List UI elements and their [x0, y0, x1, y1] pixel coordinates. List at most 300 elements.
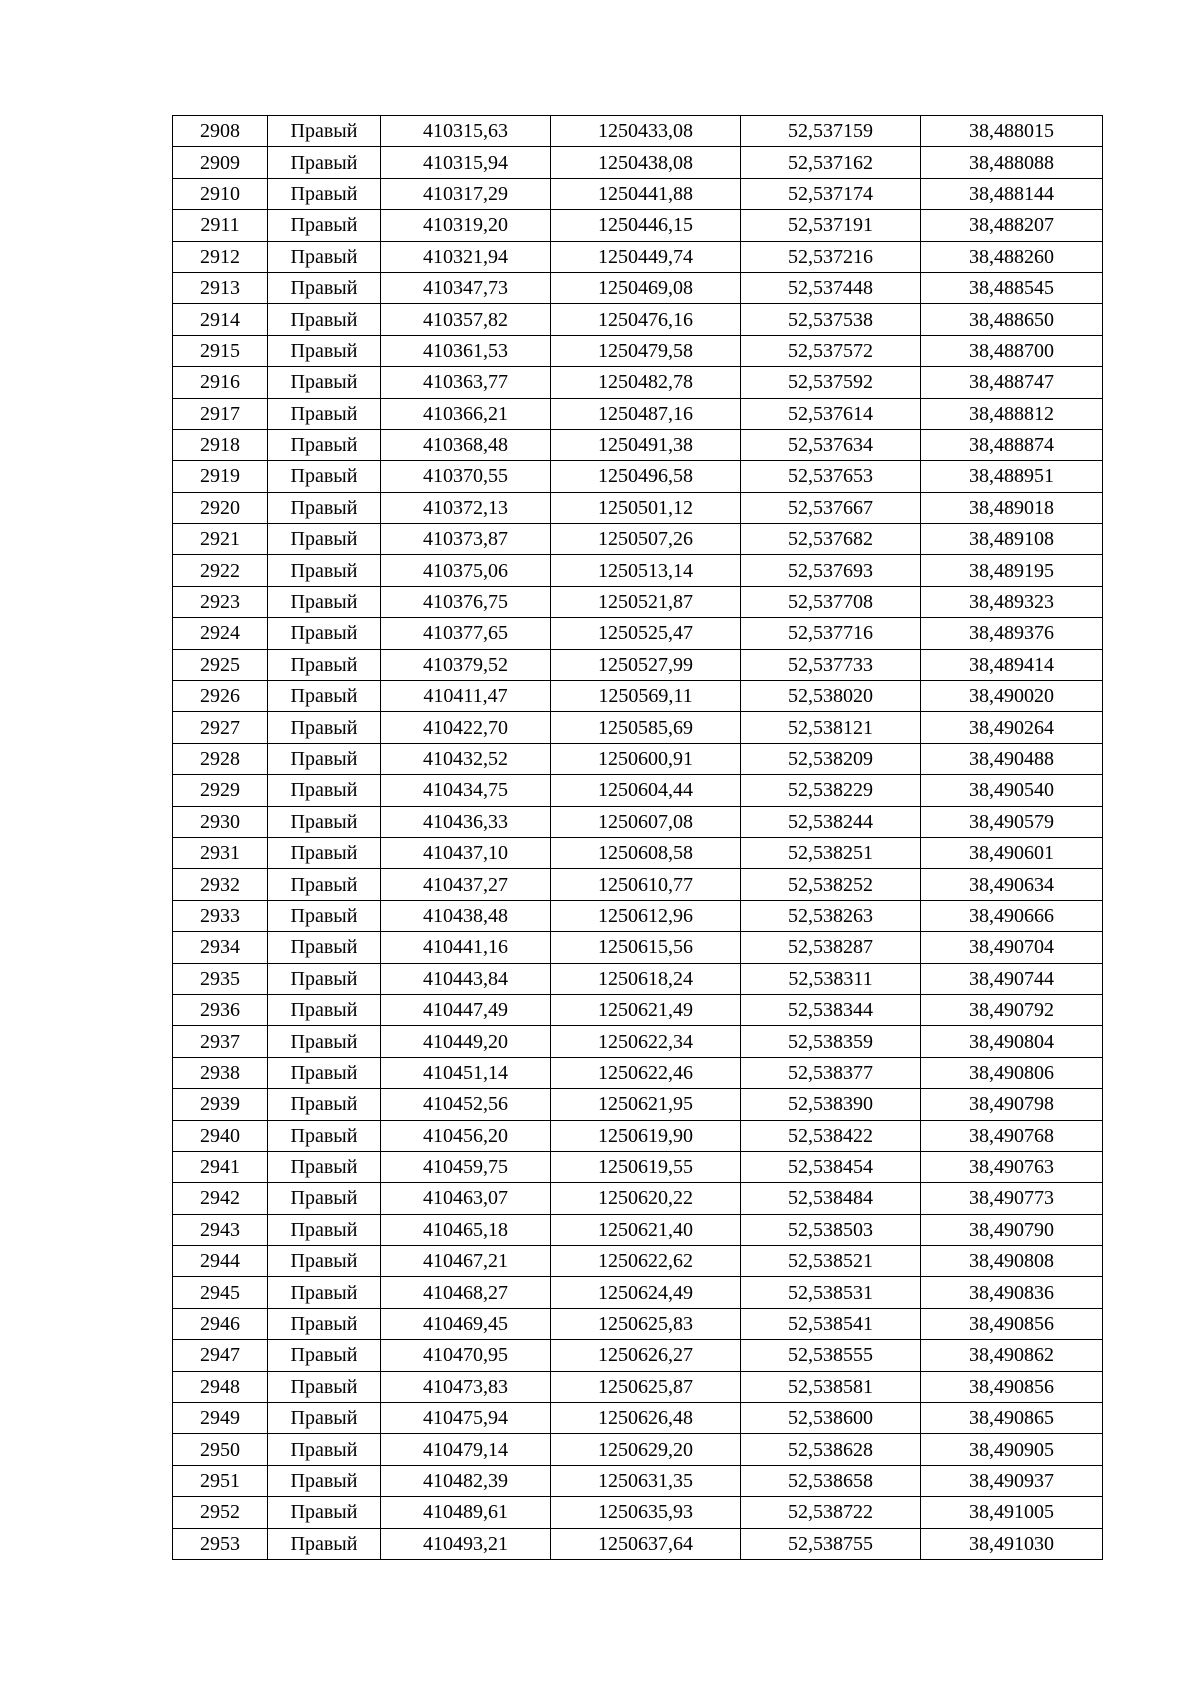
longitude-cell: 38,490744 [921, 963, 1103, 994]
x-coordinate-cell: 410368,48 [381, 429, 551, 460]
longitude-cell: 38,491030 [921, 1528, 1103, 1559]
y-coordinate-cell: 1250438,08 [551, 147, 741, 178]
y-coordinate-cell: 1250469,08 [551, 272, 741, 303]
side-cell: Правый [268, 806, 381, 837]
table-row [173, 524, 1103, 555]
side-cell: Правый [268, 1497, 381, 1528]
point-number-cell: 2933 [173, 900, 268, 931]
table-row [173, 994, 1103, 1025]
y-coordinate-cell: 1250626,27 [551, 1340, 741, 1371]
latitude-cell: 52,538121 [741, 712, 921, 743]
table-row [173, 681, 1103, 712]
y-coordinate-cell: 1250625,87 [551, 1371, 741, 1402]
table-row [173, 586, 1103, 617]
side-cell: Правый [268, 1340, 381, 1371]
y-coordinate-cell: 1250608,58 [551, 837, 741, 868]
table-row [173, 900, 1103, 931]
table-row [173, 1403, 1103, 1434]
side-cell: Правый [268, 461, 381, 492]
longitude-cell: 38,490808 [921, 1246, 1103, 1277]
latitude-cell: 52,537174 [741, 178, 921, 209]
y-coordinate-cell: 1250476,16 [551, 304, 741, 335]
table-row [173, 1246, 1103, 1277]
x-coordinate-cell: 410473,83 [381, 1371, 551, 1402]
latitude-cell: 52,537708 [741, 586, 921, 617]
table-row [173, 1151, 1103, 1182]
longitude-cell: 38,490773 [921, 1183, 1103, 1214]
table-row [173, 241, 1103, 272]
x-coordinate-cell: 410443,84 [381, 963, 551, 994]
point-number-cell: 2911 [173, 210, 268, 241]
point-number-cell: 2908 [173, 116, 268, 147]
y-coordinate-cell: 1250525,47 [551, 618, 741, 649]
point-number-cell: 2912 [173, 241, 268, 272]
side-cell: Правый [268, 1403, 381, 1434]
point-number-cell: 2909 [173, 147, 268, 178]
side-cell: Правый [268, 1183, 381, 1214]
x-coordinate-cell: 410357,82 [381, 304, 551, 335]
table-row [173, 649, 1103, 680]
table-row [173, 1308, 1103, 1339]
x-coordinate-cell: 410469,45 [381, 1308, 551, 1339]
point-number-cell: 2940 [173, 1120, 268, 1151]
y-coordinate-cell: 1250620,22 [551, 1183, 741, 1214]
table-row [173, 492, 1103, 523]
latitude-cell: 52,538600 [741, 1403, 921, 1434]
table-row [173, 429, 1103, 460]
side-cell: Правый [268, 869, 381, 900]
longitude-cell: 38,490790 [921, 1214, 1103, 1245]
side-cell: Правый [268, 712, 381, 743]
table-row [173, 1057, 1103, 1088]
side-cell: Правый [268, 210, 381, 241]
longitude-cell: 38,490763 [921, 1151, 1103, 1182]
side-cell: Правый [268, 555, 381, 586]
longitude-cell: 38,490768 [921, 1120, 1103, 1151]
table-row [173, 272, 1103, 303]
x-coordinate-cell: 410493,21 [381, 1528, 551, 1559]
side-cell: Правый [268, 900, 381, 931]
side-cell: Правый [268, 178, 381, 209]
side-cell: Правый [268, 994, 381, 1025]
latitude-cell: 52,537634 [741, 429, 921, 460]
table-row [173, 304, 1103, 335]
longitude-cell: 38,490798 [921, 1089, 1103, 1120]
side-cell: Правый [268, 1371, 381, 1402]
latitude-cell: 52,538628 [741, 1434, 921, 1465]
x-coordinate-cell: 410321,94 [381, 241, 551, 272]
side-cell: Правый [268, 1465, 381, 1496]
latitude-cell: 52,538581 [741, 1371, 921, 1402]
y-coordinate-cell: 1250610,77 [551, 869, 741, 900]
longitude-cell: 38,489323 [921, 586, 1103, 617]
longitude-cell: 38,490856 [921, 1371, 1103, 1402]
table-row [173, 178, 1103, 209]
latitude-cell: 52,537693 [741, 555, 921, 586]
x-coordinate-cell: 410459,75 [381, 1151, 551, 1182]
x-coordinate-cell: 410347,73 [381, 272, 551, 303]
x-coordinate-cell: 410447,49 [381, 994, 551, 1025]
x-coordinate-cell: 410315,63 [381, 116, 551, 147]
point-number-cell: 2928 [173, 743, 268, 774]
y-coordinate-cell: 1250619,90 [551, 1120, 741, 1151]
point-number-cell: 2917 [173, 398, 268, 429]
y-coordinate-cell: 1250433,08 [551, 116, 741, 147]
side-cell: Правый [268, 743, 381, 774]
latitude-cell: 52,538658 [741, 1465, 921, 1496]
y-coordinate-cell: 1250621,49 [551, 994, 741, 1025]
x-coordinate-cell: 410463,07 [381, 1183, 551, 1214]
point-number-cell: 2953 [173, 1528, 268, 1559]
latitude-cell: 52,538484 [741, 1183, 921, 1214]
table-row [173, 147, 1103, 178]
longitude-cell: 38,489108 [921, 524, 1103, 555]
latitude-cell: 52,537162 [741, 147, 921, 178]
longitude-cell: 38,490488 [921, 743, 1103, 774]
point-number-cell: 2910 [173, 178, 268, 209]
table-row [173, 743, 1103, 774]
side-cell: Правый [268, 1120, 381, 1151]
point-number-cell: 2939 [173, 1089, 268, 1120]
longitude-cell: 38,490666 [921, 900, 1103, 931]
side-cell: Правый [268, 649, 381, 680]
table-row [173, 210, 1103, 241]
side-cell: Правый [268, 116, 381, 147]
longitude-cell: 38,488951 [921, 461, 1103, 492]
latitude-cell: 52,537538 [741, 304, 921, 335]
side-cell: Правый [268, 335, 381, 366]
latitude-cell: 52,538541 [741, 1308, 921, 1339]
x-coordinate-cell: 410372,13 [381, 492, 551, 523]
x-coordinate-cell: 410438,48 [381, 900, 551, 931]
table-row [173, 367, 1103, 398]
x-coordinate-cell: 410489,61 [381, 1497, 551, 1528]
latitude-cell: 52,538229 [741, 775, 921, 806]
latitude-cell: 52,537667 [741, 492, 921, 523]
side-cell: Правый [268, 1151, 381, 1182]
point-number-cell: 2936 [173, 994, 268, 1025]
side-cell: Правый [268, 1089, 381, 1120]
side-cell: Правый [268, 963, 381, 994]
latitude-cell: 52,538722 [741, 1497, 921, 1528]
table-row [173, 1026, 1103, 1057]
table-row [173, 963, 1103, 994]
y-coordinate-cell: 1250619,55 [551, 1151, 741, 1182]
x-coordinate-cell: 410379,52 [381, 649, 551, 680]
longitude-cell: 38,488812 [921, 398, 1103, 429]
latitude-cell: 52,537733 [741, 649, 921, 680]
table-row [173, 1120, 1103, 1151]
point-number-cell: 2951 [173, 1465, 268, 1496]
longitude-cell: 38,490905 [921, 1434, 1103, 1465]
point-number-cell: 2913 [173, 272, 268, 303]
x-coordinate-cell: 410377,65 [381, 618, 551, 649]
longitude-cell: 38,488088 [921, 147, 1103, 178]
side-cell: Правый [268, 1277, 381, 1308]
y-coordinate-cell: 1250618,24 [551, 963, 741, 994]
y-coordinate-cell: 1250521,87 [551, 586, 741, 617]
point-number-cell: 2925 [173, 649, 268, 680]
side-cell: Правый [268, 367, 381, 398]
x-coordinate-cell: 410370,55 [381, 461, 551, 492]
point-number-cell: 2938 [173, 1057, 268, 1088]
side-cell: Правый [268, 1246, 381, 1277]
latitude-cell: 52,537653 [741, 461, 921, 492]
longitude-cell: 38,490601 [921, 837, 1103, 868]
x-coordinate-cell: 410437,10 [381, 837, 551, 868]
y-coordinate-cell: 1250496,58 [551, 461, 741, 492]
table-row [173, 116, 1103, 147]
table-row [173, 869, 1103, 900]
y-coordinate-cell: 1250612,96 [551, 900, 741, 931]
point-number-cell: 2934 [173, 932, 268, 963]
latitude-cell: 52,537572 [741, 335, 921, 366]
point-number-cell: 2947 [173, 1340, 268, 1371]
y-coordinate-cell: 1250449,74 [551, 241, 741, 272]
side-cell: Правый [268, 618, 381, 649]
table-row [173, 1434, 1103, 1465]
point-number-cell: 2932 [173, 869, 268, 900]
longitude-cell: 38,490856 [921, 1308, 1103, 1339]
longitude-cell: 38,490862 [921, 1340, 1103, 1371]
side-cell: Правый [268, 241, 381, 272]
y-coordinate-cell: 1250507,26 [551, 524, 741, 555]
point-number-cell: 2918 [173, 429, 268, 460]
longitude-cell: 38,490865 [921, 1403, 1103, 1434]
point-number-cell: 2946 [173, 1308, 268, 1339]
x-coordinate-cell: 410452,56 [381, 1089, 551, 1120]
table-row [173, 398, 1103, 429]
x-coordinate-cell: 410361,53 [381, 335, 551, 366]
longitude-cell: 38,490540 [921, 775, 1103, 806]
latitude-cell: 52,538555 [741, 1340, 921, 1371]
point-number-cell: 2949 [173, 1403, 268, 1434]
point-number-cell: 2915 [173, 335, 268, 366]
y-coordinate-cell: 1250604,44 [551, 775, 741, 806]
y-coordinate-cell: 1250600,91 [551, 743, 741, 774]
y-coordinate-cell: 1250513,14 [551, 555, 741, 586]
y-coordinate-cell: 1250624,49 [551, 1277, 741, 1308]
point-number-cell: 2943 [173, 1214, 268, 1245]
point-number-cell: 2950 [173, 1434, 268, 1465]
longitude-cell: 38,489018 [921, 492, 1103, 523]
x-coordinate-cell: 410315,94 [381, 147, 551, 178]
y-coordinate-cell: 1250479,58 [551, 335, 741, 366]
x-coordinate-cell: 410436,33 [381, 806, 551, 837]
longitude-cell: 38,490579 [921, 806, 1103, 837]
y-coordinate-cell: 1250625,83 [551, 1308, 741, 1339]
point-number-cell: 2941 [173, 1151, 268, 1182]
y-coordinate-cell: 1250491,38 [551, 429, 741, 460]
x-coordinate-cell: 410319,20 [381, 210, 551, 241]
coordinates-table [172, 115, 1103, 1560]
x-coordinate-cell: 410468,27 [381, 1277, 551, 1308]
point-number-cell: 2914 [173, 304, 268, 335]
latitude-cell: 52,538252 [741, 869, 921, 900]
y-coordinate-cell: 1250482,78 [551, 367, 741, 398]
latitude-cell: 52,538244 [741, 806, 921, 837]
x-coordinate-cell: 410376,75 [381, 586, 551, 617]
point-number-cell: 2944 [173, 1246, 268, 1277]
point-number-cell: 2930 [173, 806, 268, 837]
longitude-cell: 38,490804 [921, 1026, 1103, 1057]
x-coordinate-cell: 410375,06 [381, 555, 551, 586]
longitude-cell: 38,488260 [921, 241, 1103, 272]
point-number-cell: 2942 [173, 1183, 268, 1214]
side-cell: Правый [268, 837, 381, 868]
side-cell: Правый [268, 524, 381, 555]
y-coordinate-cell: 1250441,88 [551, 178, 741, 209]
x-coordinate-cell: 410479,14 [381, 1434, 551, 1465]
x-coordinate-cell: 410432,52 [381, 743, 551, 774]
table-row [173, 1465, 1103, 1496]
side-cell: Правый [268, 147, 381, 178]
latitude-cell: 52,538521 [741, 1246, 921, 1277]
longitude-cell: 38,490704 [921, 932, 1103, 963]
point-number-cell: 2952 [173, 1497, 268, 1528]
side-cell: Правый [268, 1528, 381, 1559]
y-coordinate-cell: 1250569,11 [551, 681, 741, 712]
table-row [173, 1371, 1103, 1402]
side-cell: Правый [268, 586, 381, 617]
longitude-cell: 38,488874 [921, 429, 1103, 460]
table-row [173, 806, 1103, 837]
longitude-cell: 38,488144 [921, 178, 1103, 209]
longitude-cell: 38,488545 [921, 272, 1103, 303]
latitude-cell: 52,538377 [741, 1057, 921, 1088]
latitude-cell: 52,538251 [741, 837, 921, 868]
latitude-cell: 52,538263 [741, 900, 921, 931]
side-cell: Правый [268, 932, 381, 963]
point-number-cell: 2922 [173, 555, 268, 586]
x-coordinate-cell: 410467,21 [381, 1246, 551, 1277]
latitude-cell: 52,537592 [741, 367, 921, 398]
x-coordinate-cell: 410317,29 [381, 178, 551, 209]
x-coordinate-cell: 410366,21 [381, 398, 551, 429]
x-coordinate-cell: 410411,47 [381, 681, 551, 712]
x-coordinate-cell: 410482,39 [381, 1465, 551, 1496]
table-row [173, 618, 1103, 649]
y-coordinate-cell: 1250487,16 [551, 398, 741, 429]
table-row [173, 932, 1103, 963]
latitude-cell: 52,538311 [741, 963, 921, 994]
side-cell: Правый [268, 398, 381, 429]
longitude-cell: 38,489376 [921, 618, 1103, 649]
latitude-cell: 52,538390 [741, 1089, 921, 1120]
table-row [173, 555, 1103, 586]
y-coordinate-cell: 1250626,48 [551, 1403, 741, 1434]
table-row [173, 712, 1103, 743]
table-row [173, 837, 1103, 868]
side-cell: Правый [268, 681, 381, 712]
latitude-cell: 52,537682 [741, 524, 921, 555]
longitude-cell: 38,490264 [921, 712, 1103, 743]
longitude-cell: 38,488650 [921, 304, 1103, 335]
latitude-cell: 52,538209 [741, 743, 921, 774]
point-number-cell: 2945 [173, 1277, 268, 1308]
side-cell: Правый [268, 1214, 381, 1245]
y-coordinate-cell: 1250621,40 [551, 1214, 741, 1245]
longitude-cell: 38,488747 [921, 367, 1103, 398]
y-coordinate-cell: 1250622,46 [551, 1057, 741, 1088]
y-coordinate-cell: 1250629,20 [551, 1434, 741, 1465]
table-row [173, 1089, 1103, 1120]
x-coordinate-cell: 410465,18 [381, 1214, 551, 1245]
side-cell: Правый [268, 1308, 381, 1339]
side-cell: Правый [268, 1026, 381, 1057]
latitude-cell: 52,538020 [741, 681, 921, 712]
latitude-cell: 52,538531 [741, 1277, 921, 1308]
point-number-cell: 2923 [173, 586, 268, 617]
longitude-cell: 38,490792 [921, 994, 1103, 1025]
y-coordinate-cell: 1250585,69 [551, 712, 741, 743]
y-coordinate-cell: 1250631,35 [551, 1465, 741, 1496]
x-coordinate-cell: 410451,14 [381, 1057, 551, 1088]
y-coordinate-cell: 1250635,93 [551, 1497, 741, 1528]
latitude-cell: 52,537216 [741, 241, 921, 272]
x-coordinate-cell: 410456,20 [381, 1120, 551, 1151]
longitude-cell: 38,490836 [921, 1277, 1103, 1308]
point-number-cell: 2931 [173, 837, 268, 868]
side-cell: Правый [268, 492, 381, 523]
latitude-cell: 52,538503 [741, 1214, 921, 1245]
longitude-cell: 38,491005 [921, 1497, 1103, 1528]
table-row [173, 1497, 1103, 1528]
point-number-cell: 2926 [173, 681, 268, 712]
x-coordinate-cell: 410470,95 [381, 1340, 551, 1371]
side-cell: Правый [268, 1434, 381, 1465]
latitude-cell: 52,537191 [741, 210, 921, 241]
longitude-cell: 38,488700 [921, 335, 1103, 366]
x-coordinate-cell: 410441,16 [381, 932, 551, 963]
x-coordinate-cell: 410373,87 [381, 524, 551, 555]
table-row [173, 1214, 1103, 1245]
point-number-cell: 2937 [173, 1026, 268, 1057]
latitude-cell: 52,538359 [741, 1026, 921, 1057]
table-row [173, 1183, 1103, 1214]
point-number-cell: 2929 [173, 775, 268, 806]
latitude-cell: 52,538344 [741, 994, 921, 1025]
table-row [173, 1277, 1103, 1308]
y-coordinate-cell: 1250621,95 [551, 1089, 741, 1120]
point-number-cell: 2935 [173, 963, 268, 994]
x-coordinate-cell: 410363,77 [381, 367, 551, 398]
point-number-cell: 2919 [173, 461, 268, 492]
latitude-cell: 52,538422 [741, 1120, 921, 1151]
longitude-cell: 38,488015 [921, 116, 1103, 147]
y-coordinate-cell: 1250527,99 [551, 649, 741, 680]
latitude-cell: 52,538454 [741, 1151, 921, 1182]
x-coordinate-cell: 410449,20 [381, 1026, 551, 1057]
table-row [173, 1528, 1103, 1559]
point-number-cell: 2921 [173, 524, 268, 555]
x-coordinate-cell: 410475,94 [381, 1403, 551, 1434]
y-coordinate-cell: 1250607,08 [551, 806, 741, 837]
table-row [173, 335, 1103, 366]
side-cell: Правый [268, 272, 381, 303]
table-row [173, 775, 1103, 806]
latitude-cell: 52,537614 [741, 398, 921, 429]
x-coordinate-cell: 410434,75 [381, 775, 551, 806]
longitude-cell: 38,490020 [921, 681, 1103, 712]
point-number-cell: 2924 [173, 618, 268, 649]
latitude-cell: 52,538287 [741, 932, 921, 963]
y-coordinate-cell: 1250615,56 [551, 932, 741, 963]
point-number-cell: 2916 [173, 367, 268, 398]
x-coordinate-cell: 410437,27 [381, 869, 551, 900]
longitude-cell: 38,490806 [921, 1057, 1103, 1088]
y-coordinate-cell: 1250501,12 [551, 492, 741, 523]
